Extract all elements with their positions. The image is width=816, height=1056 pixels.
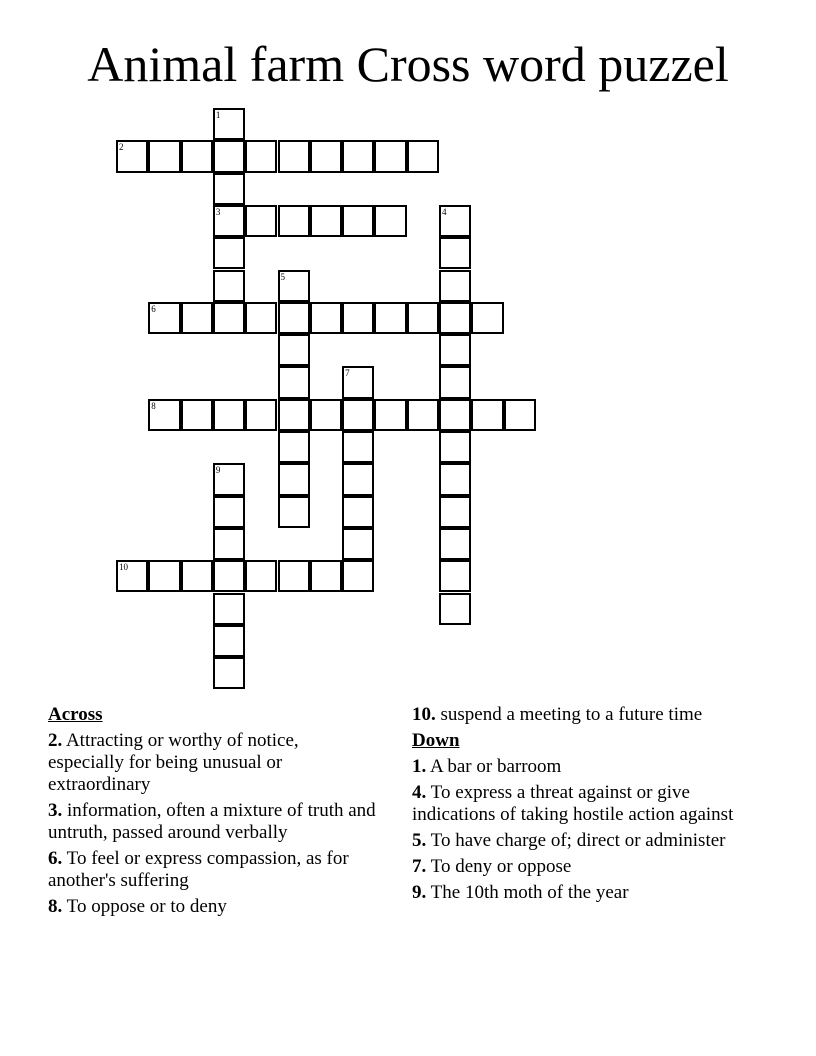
grid-cell[interactable] [342,302,374,334]
clue-text: To express a threat against or give indications of taking hostile action against [412,782,734,825]
grid-cell[interactable] [245,302,277,334]
grid-cell[interactable] [181,560,213,592]
grid-cell[interactable] [213,270,245,302]
clue-text: suspend a meeting to a future time [440,704,703,725]
grid-cell[interactable] [278,560,310,592]
grid-cell[interactable] [374,399,406,431]
grid-cell[interactable] [342,399,374,431]
cell-number: 8 [151,400,156,411]
clue-number: 3. [48,800,63,821]
grid-cell[interactable] [278,302,310,334]
grid-cell[interactable] [278,431,310,463]
grid-cell[interactable] [310,302,342,334]
clue-down-4 [412,782,772,826]
grid-cell[interactable] [439,560,471,592]
grid-cell[interactable] [278,366,310,398]
clue-number: 8. [48,896,63,917]
grid-cell[interactable] [439,463,471,495]
cell-number: 6 [151,303,156,314]
grid-cell[interactable] [342,366,374,398]
grid-cell[interactable] [278,496,310,528]
grid-cell[interactable] [278,140,310,172]
grid-cell[interactable] [116,560,148,592]
clue-across-2 [48,730,378,796]
clue-number: 9. [412,882,427,903]
grid-cell[interactable] [374,302,406,334]
grid-cell[interactable] [213,302,245,334]
grid-cell[interactable] [181,140,213,172]
grid-cell[interactable] [439,302,471,334]
grid-cell[interactable] [213,463,245,495]
grid-cell[interactable] [148,560,180,592]
cell-number: 7 [345,368,350,379]
grid-cell[interactable] [471,302,503,334]
crossword-grid [117,109,577,709]
clue-number: 6. [48,848,63,869]
grid-cell[interactable] [213,237,245,269]
clue-text: To deny or oppose [430,856,572,877]
grid-cell[interactable] [245,205,277,237]
grid-cell[interactable] [181,302,213,334]
grid-cell[interactable] [342,140,374,172]
cell-number: 4 [442,206,447,217]
clue-down-9 [412,882,772,904]
grid-cell[interactable] [471,399,503,431]
grid-cell[interactable] [245,560,277,592]
clue-text: To have charge of; direct or administer [430,830,726,851]
grid-cell[interactable] [245,140,277,172]
grid-cell[interactable] [439,593,471,625]
grid-cell[interactable] [116,140,148,172]
grid-cell[interactable] [439,270,471,302]
grid-cell[interactable] [213,528,245,560]
down-heading: Down [412,730,460,751]
cell-number: 3 [215,206,221,217]
grid-cell[interactable] [407,399,439,431]
grid-cell[interactable] [407,302,439,334]
grid-cell[interactable] [439,528,471,560]
grid-cell[interactable] [278,463,310,495]
clues-left-column [48,704,378,922]
grid-cell[interactable] [374,205,406,237]
grid-cell[interactable] [213,140,245,172]
grid-cell[interactable] [213,496,245,528]
grid-cell[interactable] [278,270,310,302]
clue-across-10 [412,704,772,726]
grid-cell[interactable] [310,560,342,592]
grid-cell[interactable] [439,205,471,237]
clue-across-3 [48,800,378,844]
grid-cell[interactable] [374,140,406,172]
grid-cell[interactable] [310,399,342,431]
grid-cell[interactable] [439,431,471,463]
cell-number: 2 [119,142,124,153]
grid-cell[interactable] [278,334,310,366]
grid-cell[interactable] [439,496,471,528]
grid-cell[interactable] [148,399,180,431]
clue-text: To feel or express compassion, as for another's suffering [48,848,349,891]
grid-cell[interactable] [148,302,180,334]
grid-cell[interactable] [213,560,245,592]
grid-cell[interactable] [310,205,342,237]
clue-across-8 [48,896,378,918]
grid-cell[interactable] [439,399,471,431]
grid-cell[interactable] [310,140,342,172]
cell-number: 1 [215,110,221,120]
grid-cell[interactable] [342,463,374,495]
clue-down-5 [412,830,772,852]
grid-cell[interactable] [439,237,471,269]
grid-cell[interactable] [342,496,374,528]
grid-cell[interactable] [213,108,245,140]
cell-number: 5 [280,271,285,282]
grid-cell[interactable] [439,334,471,366]
page-title: Animal farm Cross word puzzel [87,36,729,92]
clue-number: 4. [412,782,427,803]
grid-cell[interactable] [342,560,374,592]
clue-number: 10. [412,704,436,725]
grid-cell[interactable] [213,657,245,689]
grid-cell[interactable] [245,399,277,431]
grid-cell[interactable] [342,431,374,463]
grid-cell[interactable] [439,366,471,398]
grid-cell[interactable] [148,140,180,172]
grid-cell[interactable] [213,593,245,625]
grid-cell[interactable] [213,625,245,657]
clue-text: To oppose or to deny [66,896,227,917]
clue-number: 2. [48,730,63,751]
grid-cell[interactable] [407,140,439,172]
grid-cell[interactable] [342,205,374,237]
grid-cell[interactable] [213,173,245,205]
grid-cell[interactable] [181,399,213,431]
clue-across-6 [48,848,378,892]
grid-cell[interactable] [342,528,374,560]
clue-number: 7. [412,856,427,877]
clue-down-1 [412,756,772,778]
grid-cell[interactable] [504,399,536,431]
grid-cell[interactable] [213,205,245,237]
clue-number: 5. [412,830,427,851]
across-heading: Across [48,704,103,725]
grid-cell[interactable] [278,399,310,431]
clues-right-column [412,704,772,908]
grid-cell[interactable] [278,205,310,237]
clue-text: The 10th moth of the year [430,882,629,903]
cell-number: 9 [215,465,221,476]
grid-cell[interactable] [213,399,245,431]
clue-text: A bar or barroom [429,756,562,777]
clue-text: Attracting or worthy of notice, especially for being unusual or extraordinary [48,730,299,795]
cell-number: 10 [119,562,128,573]
clue-text: information, often a mixture of truth and untruth, passed around verbally [48,800,376,843]
clue-down-7 [412,856,772,878]
clue-number: 1. [412,756,427,777]
